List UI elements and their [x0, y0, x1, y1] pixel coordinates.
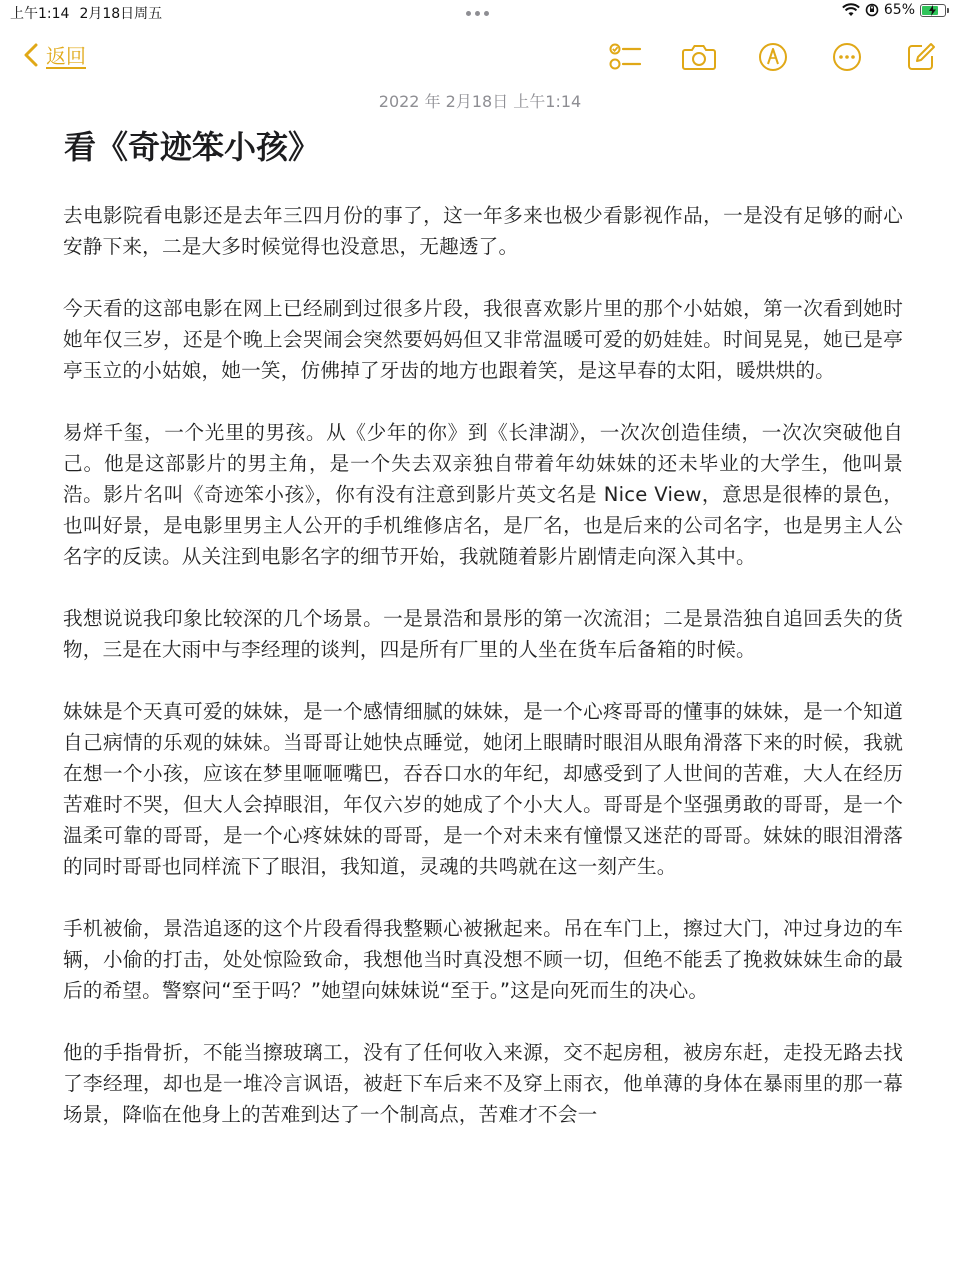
note-toolbar — [0, 36, 960, 80]
chevron-left-icon — [24, 43, 38, 67]
note-date: 2022 年 2月18日 上午1:14 — [378, 92, 582, 111]
note-title[interactable]: 看《奇迹笨小孩》 — [64, 128, 321, 166]
note-paragraph[interactable]: 易烊千玺，一个光里的男孩。从《少年的你》到《长津湖》，一次次创造佳绩，一次次突破他自己。他是这部影片的男主角，是一个失去双亲独自带着年幼妹妹的还未毕业的大学生，他叫景浩。影片名叫《奇迹笨小孩》，你有没有注意到影片英文名是 Nice View，意思是很棒的景色，也叫好景，是电影里男主人公开的手机维修店名，是厂名，也是后来的公司名字，也是男主人公名字的反读。从关注到电影名字的细节开始，我就随着影片剧情走向深入其中。 — [63, 421, 903, 568]
toolbar-icons — [608, 40, 938, 74]
compose-button[interactable] — [904, 40, 938, 74]
status-date: 2月18日周五 — [79, 6, 163, 22]
camera-button[interactable] — [682, 40, 716, 74]
camera-icon — [682, 43, 716, 71]
more-ellipsis-icon — [832, 42, 862, 72]
more-button[interactable] — [830, 40, 864, 74]
note-body[interactable] — [63, 200, 903, 1161]
note-paragraph[interactable]: 手机被偷，景浩追逐的这个片段看得我整颗心被揪起来。吊在车门上，擦过大门，冲过身边的车辆，小偷的打击，处处惊险致命，我想他当时真没想不顾一切，但绝不能丢了挽救妹妹生命的最后的希望。警察问“至于吗？”她望向妹妹说“至于。”这是向死而生的决心。 — [63, 917, 903, 1002]
battery-percent: 65% — [883, 2, 915, 18]
note-paragraph[interactable]: 我想说说我印象比较深的几个场景。一是景浩和景彤的第一次流泪；二是景浩独自追回丢失的货物，三是在大雨中与李经理的谈判，四是所有厂里的人坐在货车后备箱的时候。 — [63, 607, 903, 661]
markup-button[interactable] — [756, 40, 790, 74]
checklist-button[interactable] — [608, 40, 642, 74]
note-paragraph[interactable]: 他的手指骨折，不能当擦玻璃工，没有了任何收入来源，交不起房租，被房东赶，走投无路去找了李经理，却也是一堆冷言讽语，被赶下车后来不及穿上雨衣，他单薄的身体在暴雨里的那一幕场景，降临在他身上的苦难到达了一个制高点，苦难才不会一 — [63, 1041, 903, 1126]
note-paragraph[interactable]: 妹妹是个天真可爱的妹妹，是一个感情细腻的妹妹，是一个心疼哥哥的懂事的妹妹，是一个知道自己病情的乐观的妹妹。当哥哥让她快点睡觉，她闭上眼睛时眼泪从眼角滑落下来的时候，我就在想一个小孩，应该在梦里咂咂嘴巴，吞吞口水的年纪，却感受到了人世间的苦难，大人在经历苦难时不哭，但大人会掉眼泪，年仅六岁的她成了个小大人。哥哥是个坚强勇敢的哥哥，是一个温柔可靠的哥哥，是一个心疼妹妹的哥哥，是一个对未来有憧憬又迷茫的哥哥。妹妹的眼泪滑落的同时哥哥也同样流下了眼泪，我知道，灵魂的共鸣就在这一刻产生。 — [63, 700, 903, 878]
markup-pen-icon — [758, 42, 788, 72]
orientation-lock-icon — [865, 3, 879, 17]
charging-bolt-icon — [928, 5, 937, 16]
multitasking-dots-icon[interactable] — [466, 11, 489, 16]
back-button[interactable] — [24, 40, 86, 69]
battery-icon — [920, 4, 946, 17]
status-right — [842, 2, 946, 18]
status-bar — [0, 0, 960, 26]
note-paragraph[interactable]: 去电影院看电影还是去年三四月份的事了，这一年多来也极少看影视作品，一是没有足够的耐心安静下来，二是大多时候觉得也没意思，无趣透了。 — [63, 204, 903, 258]
status-time: 上午1:14 — [10, 6, 70, 22]
back-label: 返回 — [46, 44, 86, 68]
compose-icon — [906, 42, 936, 72]
status-left — [10, 3, 162, 23]
note-paragraph[interactable]: 今天看的这部电影在网上已经刷到过很多片段，我很喜欢影片里的那个小姑娘，第一次看到她时她年仅三岁，还是个晚上会哭闹会突然要妈妈但又非常温暖可爱的奶娃娃。时间晃晃，她已是亭亭玉立的小姑娘，她一笑，仿佛掉了牙齿的地方也跟着笑，是这早春的太阳，暖烘烘的。 — [63, 297, 903, 382]
wifi-icon — [842, 3, 860, 17]
checklist-icon — [609, 42, 641, 72]
